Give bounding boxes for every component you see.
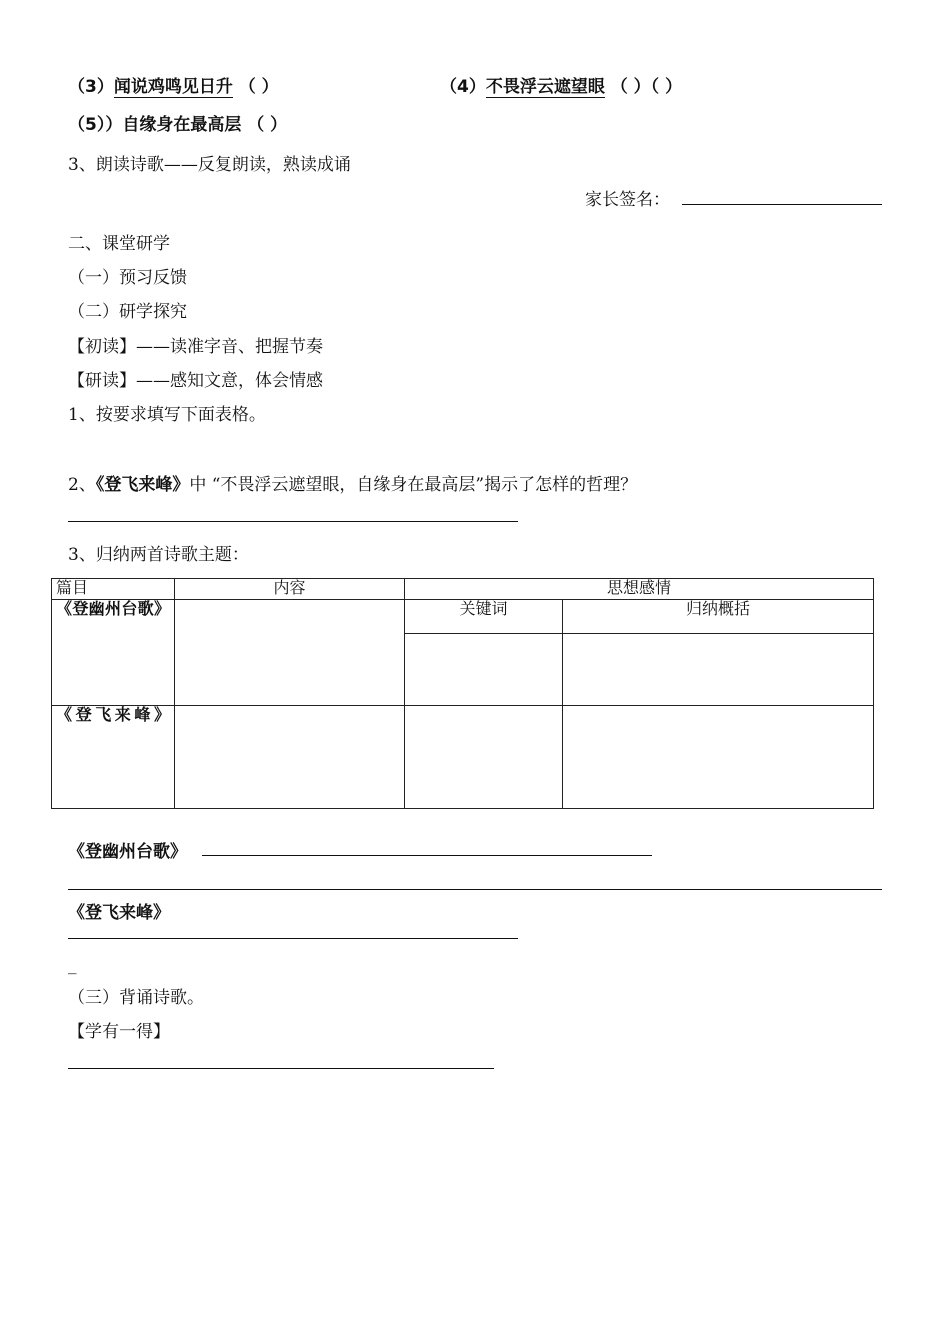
question-3-number: （3）: [68, 77, 114, 97]
read-task: 3、朗读诗歌——反复朗读，熟读成诵: [68, 155, 351, 175]
task-2-answer-line[interactable]: [68, 521, 518, 522]
row-1-keyword-cell[interactable]: [405, 634, 563, 706]
question-5-blank[interactable]: （ ）: [247, 115, 288, 135]
row-2-content-cell[interactable]: [175, 706, 405, 809]
section-title: 二、课堂研学: [68, 234, 170, 254]
header-feeling: 思想感情: [405, 579, 874, 600]
yandu-heading: 【研读】——感知文意，体会情感: [68, 371, 323, 391]
question-5-number: （5））: [68, 115, 123, 135]
answer-1-label: 《登幽州台歌》: [68, 842, 187, 862]
task-2-question: 中 “不畏浮云遮望眼，自缘身在最高层”揭示了怎样的哲理？: [189, 475, 638, 495]
question-4-blank[interactable]: （ ）（ ）: [610, 77, 683, 97]
question-3-text: 闻说鸡鸣见日升: [113, 77, 233, 97]
question-5-text: 自缘身在最高层: [122, 115, 242, 135]
header-piece: 篇目: [52, 579, 175, 600]
row-2-title: 《登飞来峰》: [56, 705, 170, 724]
answer-1-line[interactable]: [202, 855, 652, 856]
row-2-keyword-cell[interactable]: [405, 706, 563, 809]
header-keyword: 关键词: [405, 600, 563, 634]
chudu-heading: 【初读】——读准字音、把握节奏: [68, 337, 323, 357]
question-3: [68, 72, 279, 97]
parent-signature-label: 家长签名：: [585, 190, 670, 210]
gain-answer-line[interactable]: [68, 1068, 494, 1069]
question-4-number: （4）: [440, 77, 486, 97]
header-content: 内容: [175, 579, 405, 600]
question-3-blank[interactable]: （ ）: [238, 77, 279, 97]
task-2-poem-title: 《登飞来峰》: [95, 475, 190, 495]
answer-2-line[interactable]: [68, 938, 518, 939]
stray-mark: _: [68, 955, 77, 975]
gain-heading: 【学有一得】: [68, 1022, 170, 1042]
row-1-content-cell[interactable]: [175, 600, 405, 706]
header-summary: 归纳概括: [563, 600, 874, 634]
row-2-summary-cell[interactable]: [563, 706, 874, 809]
task-1: 1、按要求填写下面表格。: [68, 405, 266, 425]
answer-1-line-2[interactable]: [68, 889, 882, 890]
question-5: [68, 110, 287, 135]
subsection-3: （三）背诵诗歌。: [68, 988, 204, 1008]
task-2: [68, 470, 637, 495]
task-2-prefix: 2、: [68, 475, 96, 495]
subsection-2: （二）研学探究: [68, 302, 187, 322]
task-3: 3、归纳两首诗歌主题：: [68, 545, 249, 565]
row-1-title: 《登幽州台歌》: [56, 599, 170, 618]
question-4-text: 不畏浮云遮望眼: [485, 77, 605, 97]
row-2-title-cell: [52, 706, 175, 809]
subsection-1: （一）预习反馈: [68, 268, 187, 288]
answer-2-label: 《登飞来峰》: [68, 903, 170, 923]
question-4: [440, 72, 682, 97]
theme-table: [51, 578, 874, 809]
parent-signature-line[interactable]: [682, 204, 882, 205]
row-1-title-cell: [52, 600, 175, 706]
row-1-summary-cell[interactable]: [563, 634, 874, 706]
